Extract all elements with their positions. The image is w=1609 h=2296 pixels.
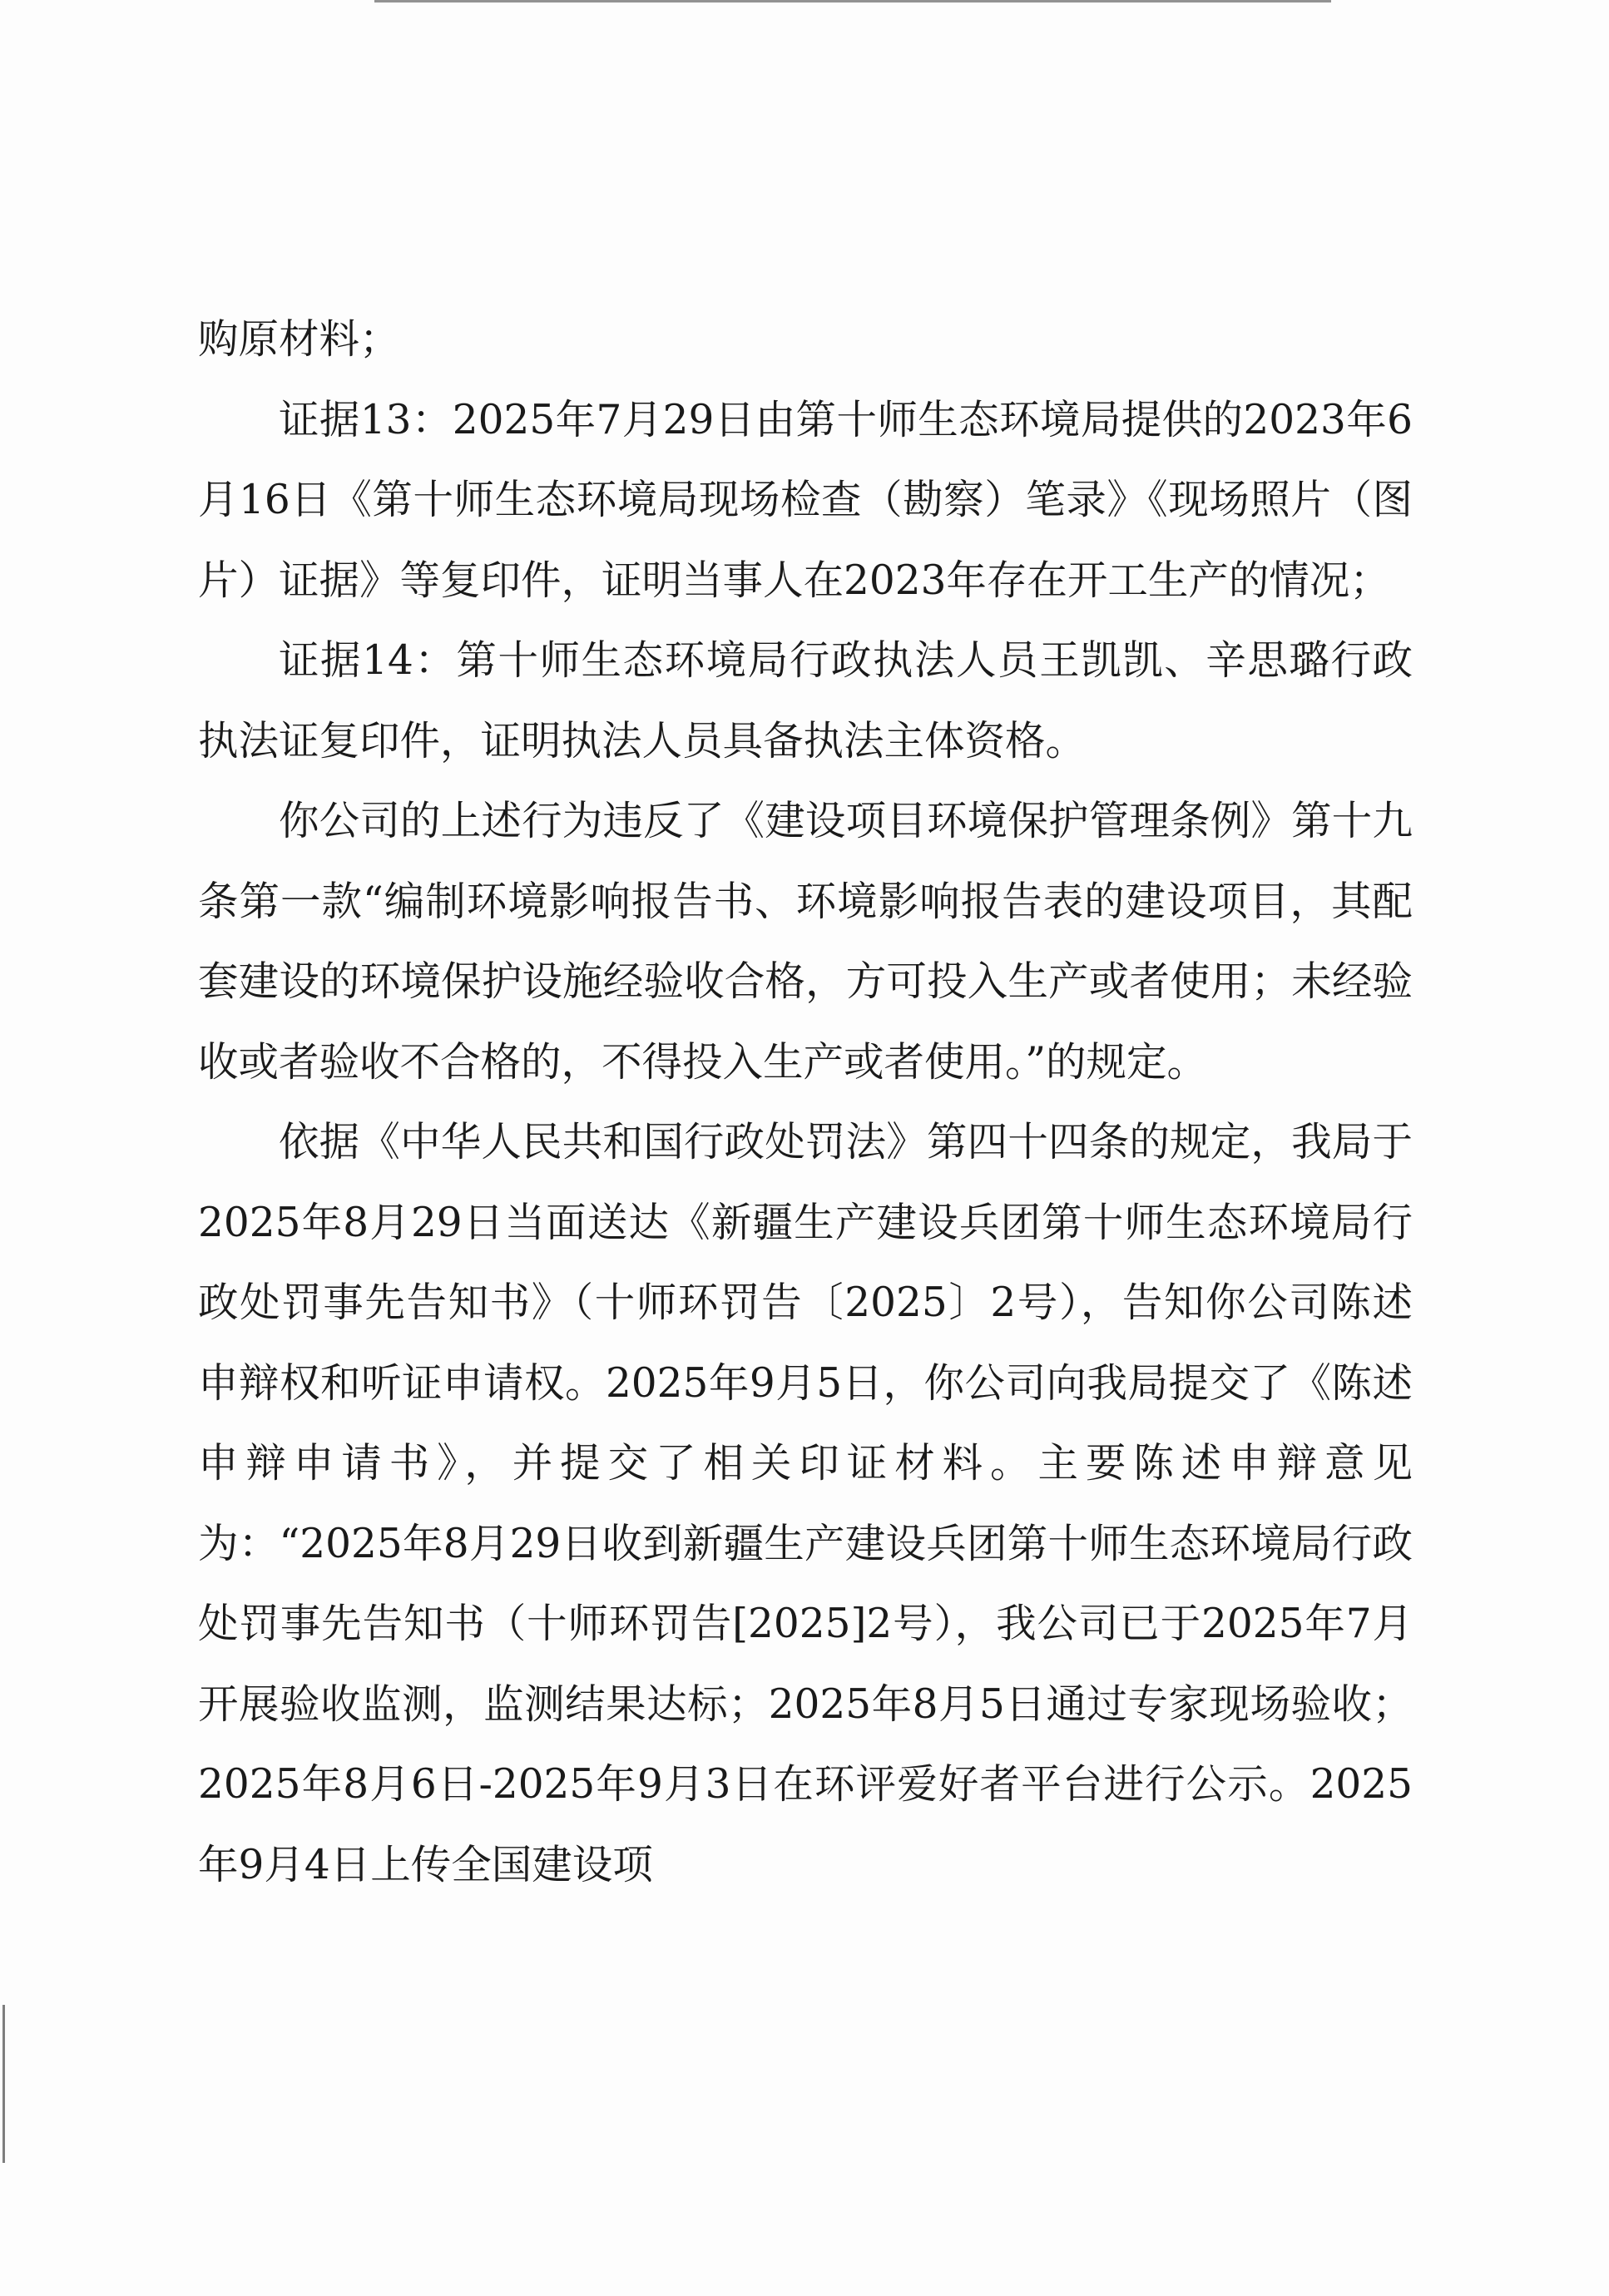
scan-edge-top [374,0,1331,2]
paragraph-evidence-14: 证据14：第十师生态环境局行政执法人员王凯凯、辛思璐行政执法证复印件，证明执法人员具备执法主体资格。 [198,637,1413,765]
document-body [198,299,1413,1905]
paragraph-evidence-13: 证据13：2025年7月29日由第十师生态环境局提供的2023年6月16日《第十师生态环境局现场检查（勘察）笔录》《现场照片（图片）证据》等复印件，证明当事人在2023年存在开工生产的情况； [198,396,1413,604]
paragraph-continuation: 购原材料； [198,316,400,363]
paragraph-violation: 你公司的上述行为违反了《建设项目环境保护管理条例》第十九条第一款“编制环境影响报告书、环境影响报告表的建设项目，其配套建设的环境保护设施经验收合格，方可投入生产或者使用；未经验收或者验收不合格的，不得投入生产或者使用。”的规定。 [198,798,1413,1086]
scan-edge-left [2,2005,5,2163]
paragraph-hearing: 依据《中华人民共和国行政处罚法》第四十四条的规定，我局于2025年8月29日当面送达《新疆生产建设兵团第十师生态环境局行政处罚事先告知书》（十师环罚告〔2025〕2号），告知你公司陈述申辩权和听证申请权。2025年9月5日，你公司向我局提交了《陈述申辩申请书》，并提交了相关印证材料。主要陈述申辩意见为：“2025年8月29日收到新疆生产建设兵团第十师生态环境局行政处罚事先告知书（十师环罚告[2025]2号），我公司已于2025年7月开展验收监测，监测结果达标；2025年8月5日通过专家现场验收；2025年8月6日-2025年9月3日在环评爱好者平台进行公示。2025年9月4日上传全国建设项 [198,1119,1413,1888]
